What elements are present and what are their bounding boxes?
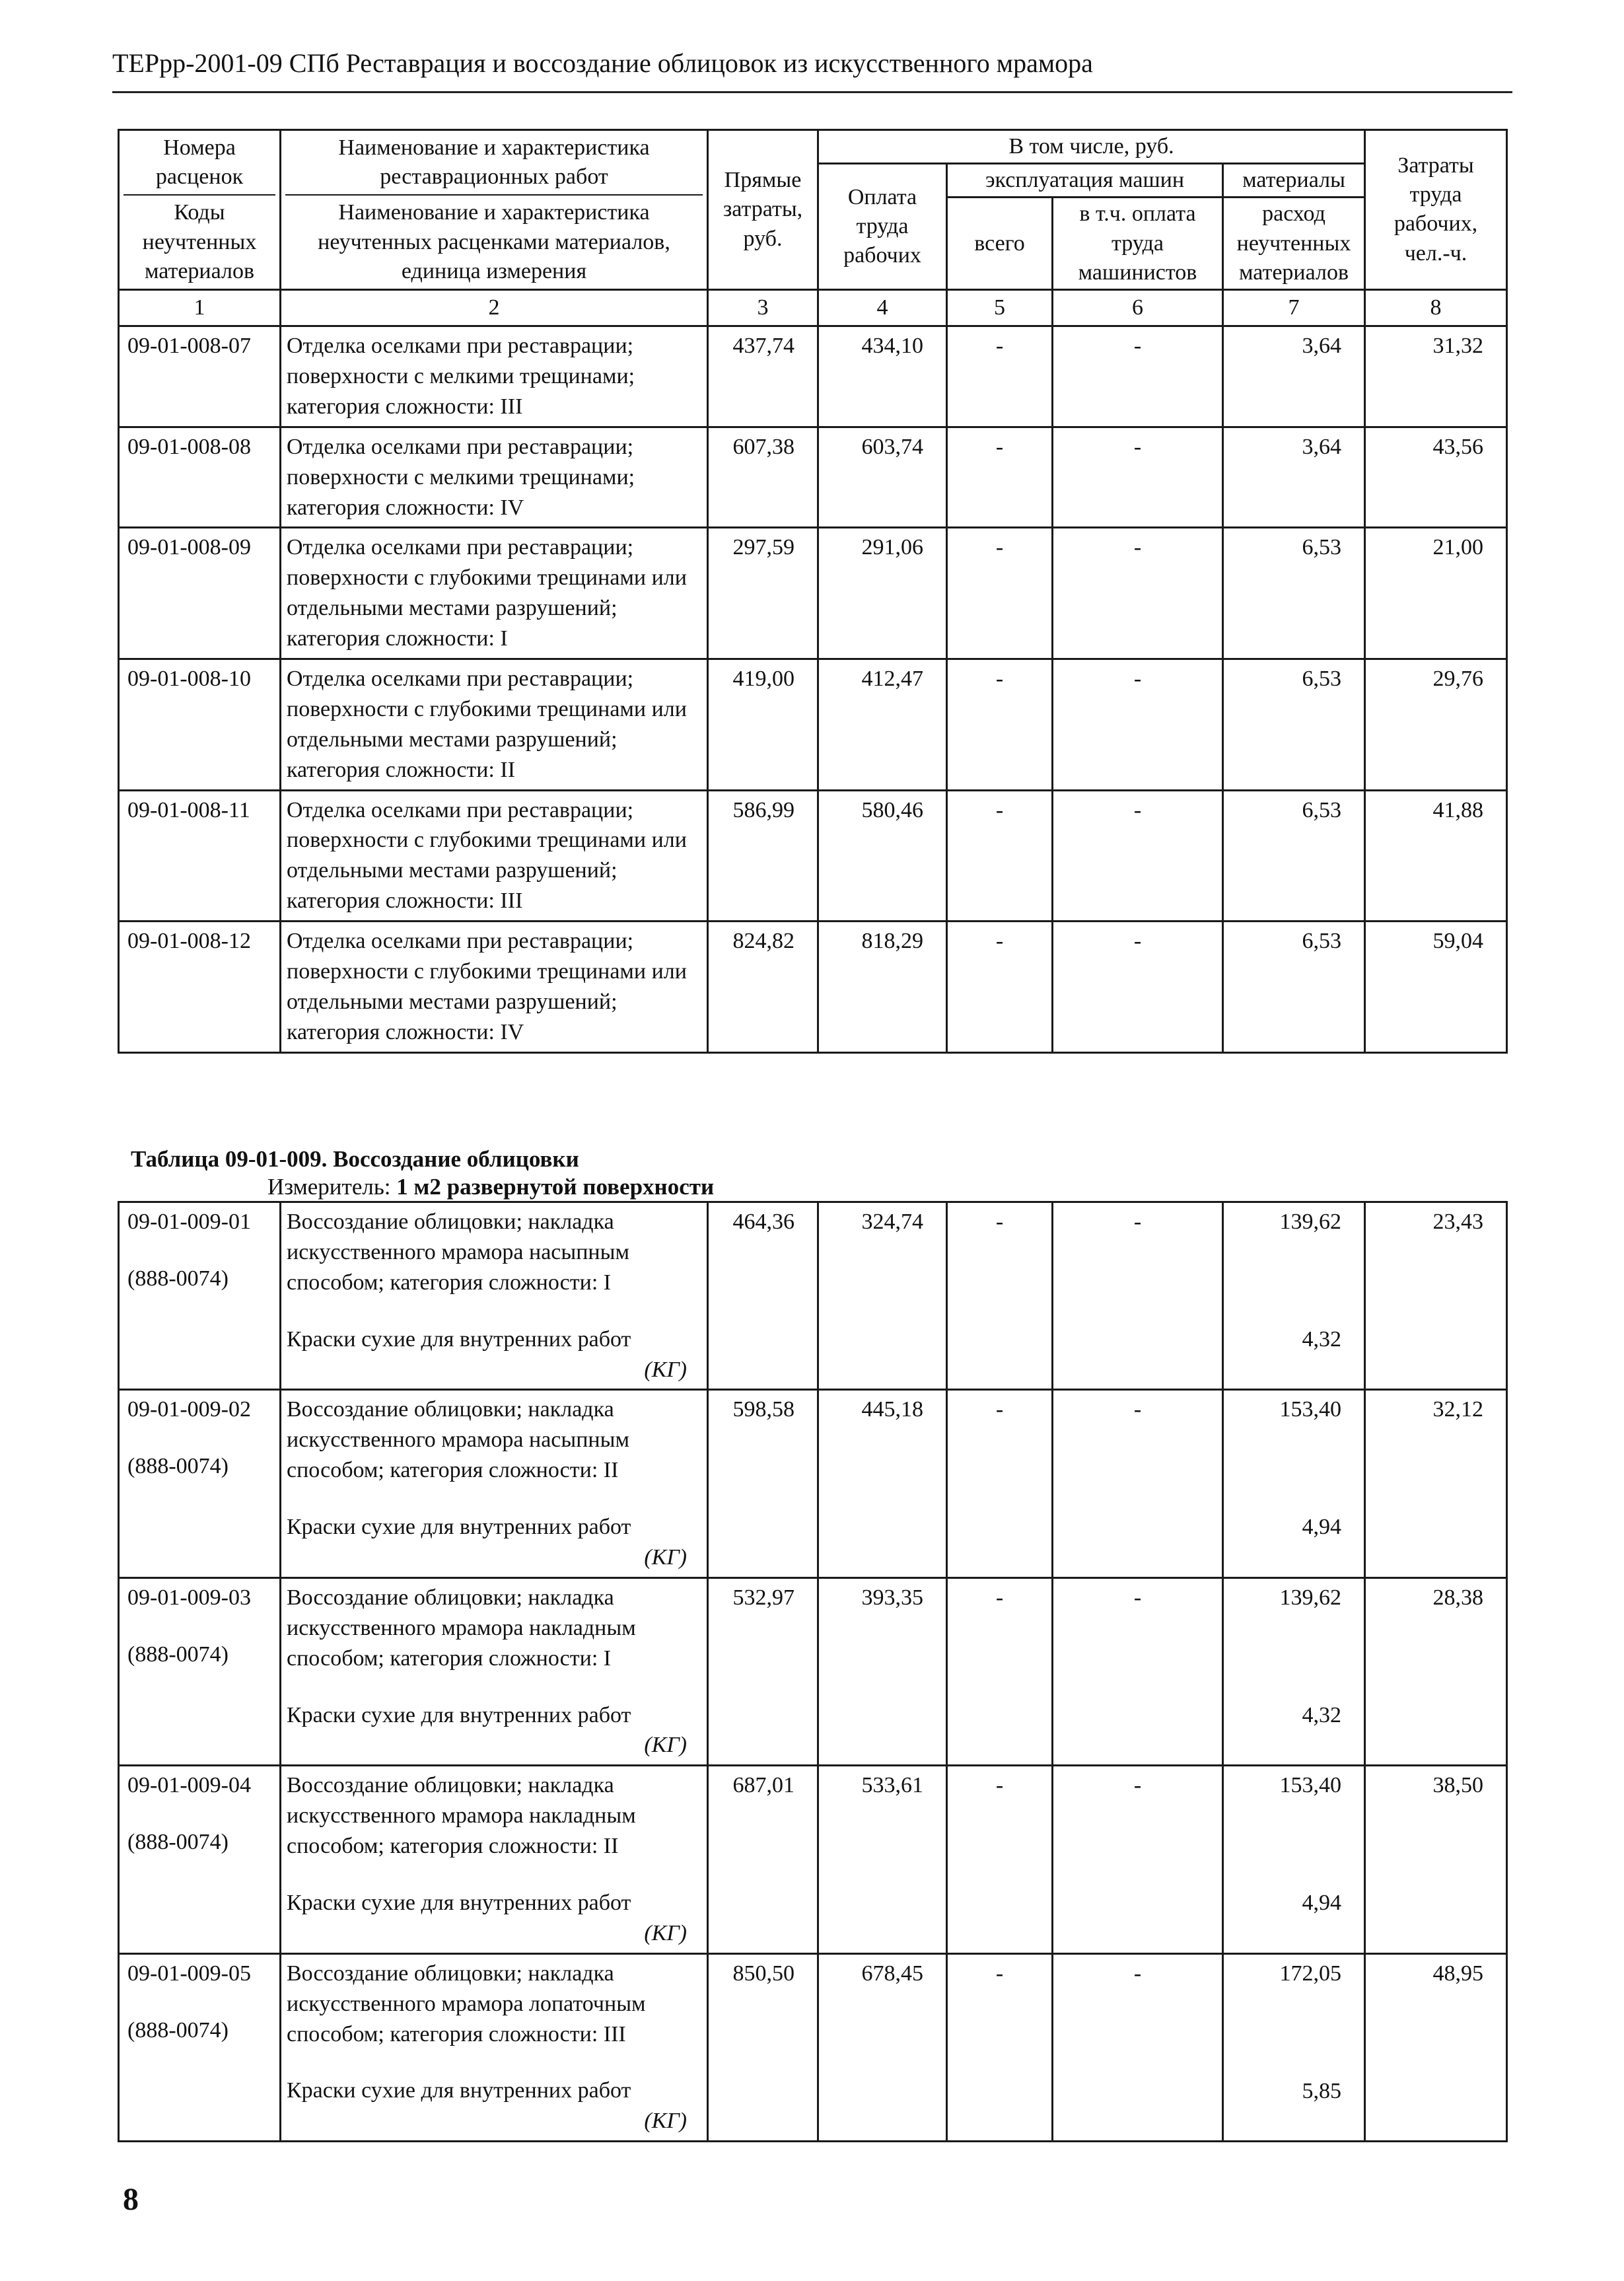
work-description: Воссоздание облицовки; накладка искусственного мрамора насыпным способом; категория сложности: I [287,1210,629,1295]
material-unit: (КГ) [644,1545,687,1570]
table-row [119,1390,1507,1577]
machinists-cost: - [1053,1766,1223,1953]
machinists-cost: - [1053,1202,1223,1390]
wages-cost: 818,29 [818,922,947,1053]
material-name: Краски сухие для внутренних работ [287,2078,631,2103]
rate-code: 09-01-008-10 [119,659,281,791]
wages-cost: 324,74 [818,1202,947,1390]
machines-cost: - [947,1390,1053,1577]
table-title: Таблица 09-01-009. Воссоздание облицовки [131,1146,579,1172]
rate-code: 09-01-009-02 [127,1397,251,1422]
rates-table-009 [118,1201,1508,2142]
work-description-cell [281,1390,708,1577]
materials-cost: 3,64 [1223,326,1365,427]
material-name: Краски сухие для внутренних работ [287,1891,631,1916]
rate-code-cell [119,1577,281,1765]
labor-hours: 31,32 [1365,326,1507,427]
table-row [119,659,1507,791]
rate-code: 09-01-008-09 [119,528,281,659]
material-unit: (КГ) [644,1920,687,1945]
col-incl-header: В том числе, руб. [818,130,1365,164]
machines-cost: - [947,1766,1053,1953]
col-wages-header: Оплата труда рабочих [818,164,947,290]
materials-cell [1223,1953,1365,2141]
materials-cell [1223,1577,1365,1765]
direct-cost: 850,50 [708,1953,818,2141]
machines-cost: - [947,790,1053,922]
col-name-header: Наименование и характеристика реставрационных работ Наименование и характеристика неучтенных расценками материалов, единица измерения [281,130,708,290]
work-description: Воссоздание облицовки; накладка искусственного мрамора накладным способом; категория сложности: II [287,1773,636,1859]
wages-cost: 291,06 [818,528,947,659]
machinists-cost: - [1053,528,1223,659]
machinists-cost: - [1053,326,1223,427]
wages-cost: 678,45 [818,1953,947,2141]
materials-cost: 3,64 [1223,427,1365,528]
page-number: 8 [123,2182,139,2217]
machinists-cost: - [1053,790,1223,922]
labor-hours: 41,88 [1365,790,1507,922]
labor-hours: 23,43 [1365,1202,1507,1390]
work-description: Воссоздание облицовки; накладка искусственного мрамора лопаточным способом; категория сложности: III [287,1961,646,2046]
materials-cost: 6,53 [1223,528,1365,659]
material-quantity: 4,32 [1302,1326,1341,1352]
material-quantity: 4,94 [1302,1515,1341,1540]
materials-cell [1223,1390,1365,1577]
material-quantity: 5,85 [1302,2078,1341,2103]
col-number: 4 [818,289,947,326]
material-name: Краски сухие для внутренних работ [287,1702,631,1727]
work-description: Отделка оселками при реставрации; поверхности с глубокими трещинами или отдельными местами разрушений; категория сложности: II [281,659,708,791]
machines-cost: - [947,427,1053,528]
materials-cell [1223,1202,1365,1390]
col-machinists-header: в т.ч. оплата труда машинистов [1053,198,1223,290]
machines-cost: - [947,659,1053,791]
work-description-cell [281,1202,708,1390]
table-row [119,1766,1507,1953]
rate-code: 09-01-009-05 [127,1961,251,1986]
material-quantity: 4,32 [1302,1702,1341,1727]
col-number: 7 [1223,289,1365,326]
rate-code: 09-01-008-07 [119,326,281,427]
work-description: Отделка оселками при реставрации; поверхности с глубокими трещинами или отдельными местами разрушений; категория сложности: III [281,790,708,922]
labor-hours: 38,50 [1365,1766,1507,1953]
rate-code: 09-01-009-01 [127,1210,251,1234]
material-code: (888-0074) [127,1454,229,1479]
rate-code-cell [119,1202,281,1390]
table-row [119,1577,1507,1765]
col-number: 6 [1053,289,1223,326]
direct-cost: 419,00 [708,659,818,791]
machines-cost: - [947,1953,1053,2141]
rate-code-cell [119,1390,281,1577]
rate-code-cell [119,1766,281,1953]
machines-cost: - [947,922,1053,1053]
work-description: Отделка оселками при реставрации; поверхности с мелкими трещинами; категория сложности: III [281,326,708,427]
direct-cost: 586,99 [708,790,818,922]
header-rule [112,91,1512,93]
direct-cost: 598,58 [708,1390,818,1577]
work-description: Отделка оселками при реставрации; поверхности с глубокими трещинами или отдельными местами разрушений; категория сложности: I [281,528,708,659]
rate-code: 09-01-009-04 [127,1773,251,1798]
col-code-header: Номера расценок Коды неучтенных материалов [119,130,281,290]
table-row [119,1953,1507,2141]
wages-cost: 393,35 [818,1577,947,1765]
rate-code: 09-01-008-11 [119,790,281,922]
labor-hours: 43,56 [1365,427,1507,528]
material-unit: (КГ) [644,1733,687,1758]
wages-cost: 434,10 [818,326,947,427]
materials-cost: 172,05 [1279,1961,1341,1986]
materials-cell [1223,1766,1365,1953]
work-description: Воссоздание облицовки; накладка искусственного мрамора накладным способом; категория сложности: I [287,1585,636,1671]
rate-code-cell [119,1953,281,2141]
material-unit: (КГ) [644,1357,687,1382]
materials-cost: 153,40 [1279,1397,1341,1422]
unit-line [267,1174,714,1200]
direct-cost: 437,74 [708,326,818,427]
machinists-cost: - [1053,427,1223,528]
work-description: Отделка оселками при реставрации; поверхности с глубокими трещинами или отдельными местами разрушений; категория сложности: IV [281,922,708,1053]
rate-code: 09-01-008-08 [119,427,281,528]
labor-hours: 29,76 [1365,659,1507,791]
materials-cost: 6,53 [1223,790,1365,922]
table-row [119,528,1507,659]
col-number: 8 [1365,289,1507,326]
material-quantity: 4,94 [1302,1891,1341,1916]
materials-cost: 6,53 [1223,659,1365,791]
material-code: (888-0074) [127,1830,229,1855]
material-name: Краски сухие для внутренних работ [287,1326,631,1352]
material-unit: (КГ) [644,2109,687,2134]
machinists-cost: - [1053,1953,1223,2141]
col-machines-header: эксплуатация машин [947,164,1223,198]
machinists-cost: - [1053,1577,1223,1765]
col-materials-sub-header: расход неучтенных материалов [1223,198,1365,290]
work-description-cell [281,1953,708,2141]
table-row [119,427,1507,528]
col-machines-total-header: всего [947,198,1053,290]
materials-cost: 6,53 [1223,922,1365,1053]
wages-cost: 580,46 [818,790,947,922]
machinists-cost: - [1053,659,1223,791]
document-header: ТЕРрр-2001-09 СПб Реставрация и воссоздание облицовок из искусственного мрамора [112,48,1093,78]
wages-cost: 445,18 [818,1390,947,1577]
materials-cost: 139,62 [1279,1585,1341,1610]
table-row [119,922,1507,1053]
wages-cost: 412,47 [818,659,947,791]
rates-table-008 [118,129,1508,1054]
table-row [119,326,1507,427]
direct-cost: 607,38 [708,427,818,528]
materials-cost: 153,40 [1279,1773,1341,1798]
labor-hours: 28,38 [1365,1577,1507,1765]
labor-hours: 59,04 [1365,922,1507,1053]
unit-prefix: Измеритель: [267,1174,391,1200]
machines-cost: - [947,326,1053,427]
materials-cost: 139,62 [1279,1210,1341,1234]
machinists-cost: - [1053,922,1223,1053]
work-description-cell [281,1577,708,1765]
work-description: Воссоздание облицовки; накладка искусственного мрамора насыпным способом; категория сложности: II [287,1397,629,1483]
wages-cost: 603,74 [818,427,947,528]
wages-cost: 533,61 [818,1766,947,1953]
rate-code: 09-01-009-03 [127,1585,251,1610]
work-description: Отделка оселками при реставрации; поверхности с мелкими трещинами; категория сложности: IV [281,427,708,528]
machinists-cost: - [1053,1390,1223,1577]
labor-hours: 48,95 [1365,1953,1507,2141]
machines-cost: - [947,1577,1053,1765]
material-code: (888-0074) [127,1266,229,1291]
labor-hours: 21,00 [1365,528,1507,659]
material-code: (888-0074) [127,2017,229,2043]
table-row [119,790,1507,922]
work-description-cell [281,1766,708,1953]
direct-cost: 464,36 [708,1202,818,1390]
col-number: 5 [947,289,1053,326]
material-code: (888-0074) [127,1642,229,1667]
machines-cost: - [947,1202,1053,1390]
direct-cost: 297,59 [708,528,818,659]
direct-cost: 532,97 [708,1577,818,1765]
direct-cost: 824,82 [708,922,818,1053]
col-materials-header: материалы [1223,164,1365,198]
col-number: 3 [708,289,818,326]
material-name: Краски сухие для внутренних работ [287,1515,631,1540]
col-number: 2 [281,289,708,326]
machines-cost: - [947,528,1053,659]
col-labor-header: Затраты труда рабочих, чел.-ч. [1365,130,1507,290]
rate-code: 09-01-008-12 [119,922,281,1053]
table-row [119,1202,1507,1390]
col-direct-header: Прямые затраты, руб. [708,130,818,290]
unit-value: 1 м2 развернутой поверхности [396,1174,715,1200]
direct-cost: 687,01 [708,1766,818,1953]
labor-hours: 32,12 [1365,1390,1507,1577]
col-number: 1 [119,289,281,326]
